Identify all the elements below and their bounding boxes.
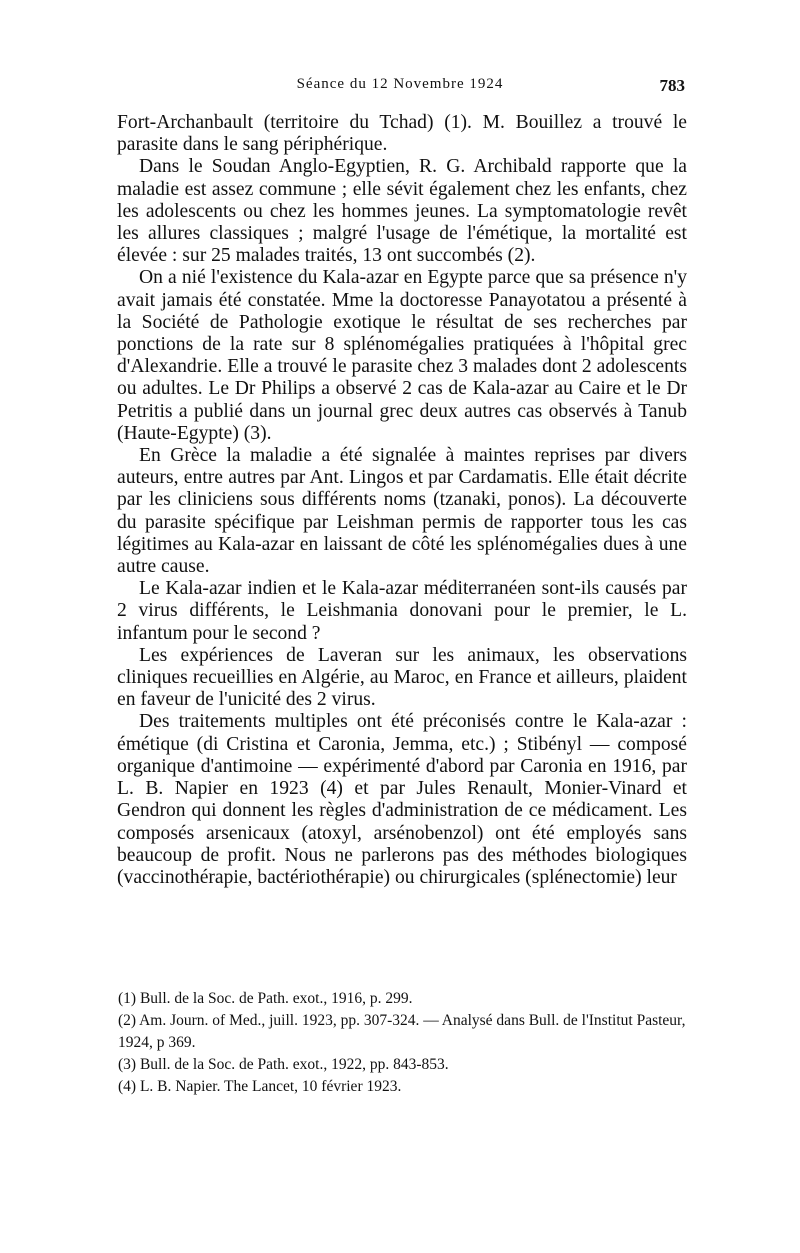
page-number: 783 (659, 76, 685, 95)
paragraph: Dans le Soudan Anglo-Egyptien, R. G. Archibald rapporte que la maladie est assez commune ; elle sévit également chez les enfants, chez les adolescents ou chez les hommes jeunes. La symptomatologie revêt les allures classiques ; malgré l'usage de l'émétique, la mortalité est élevée : sur 25 malades traités, 13 ont succombés (2). (117, 156, 687, 267)
paragraph: En Grèce la maladie a été signalée à maintes reprises par divers auteurs, entre autres par Ant. Lingos et par Cardamatis. Elle était décrite par les cliniciens sous différents noms (tzanaki, ponos). La découverte du parasite spécifique par Leishman permis de rapporter tous les cas légitimes au Kala-azar en laissant de côté les splénomégalies dues à une autre cause. (117, 445, 687, 578)
body-text (117, 112, 687, 889)
paragraph: Le Kala-azar indien et le Kala-azar méditerranéen sont-ils causés par 2 virus différents, le Leishmania donovani pour le premier, le L. infantum pour le second ? (117, 578, 687, 644)
footnote: (3) Bull. de la Soc. de Path. exot., 1922, pp. 843-853. (118, 1056, 449, 1073)
paragraph: Fort-Archanbault (territoire du Tchad) (1). M. Bouillez a trouvé le parasite dans le sang périphérique. (117, 112, 687, 156)
footnote: (1) Bull. de la Soc. de Path. exot., 1916, p. 299. (118, 990, 413, 1007)
paragraph: Les expériences de Laveran sur les animaux, les observations cliniques recueillies en Algérie, au Maroc, en France et ailleurs, plaident en faveur de l'unicité des 2 virus. (117, 644, 687, 711)
running-head: Séance du 12 Novembre 1924 (296, 76, 504, 92)
footnotes (118, 988, 688, 1098)
footnote: (2) Am. Journ. of Med., juill. 1923, pp. 307-324. — Analysé dans Bull. de l'Institut Pasteur, 1924, p 369. (118, 1012, 686, 1051)
paragraph: Des traitements multiples ont été préconisés contre le Kala-azar : émétique (di Cristina et Caronia, Jemma, etc.) ; Stibényl — composé organique d'antimoine — expérimenté d'abord par Caronia en 1916, par L. B. Napier en 1923 (4) et par Jules Renault, Monier-Vinard et Gendron qui donnent les règles d'administration de ce médicament. Les composés arsenicaux (atoxyl, arsénobenzol) ont été employés sans beaucoup de profit. Nous ne parlerons pas des méthodes biologiques (vaccinothérapie, bactériothérapie) ou chirurgicales (splénectomie) leur (117, 711, 687, 888)
page-header (115, 76, 685, 102)
footnote: (4) L. B. Napier. The Lancet, 10 février 1923. (118, 1078, 402, 1095)
paragraph: On a nié l'existence du Kala-azar en Egypte parce que sa présence n'y avait jamais été constatée. Mme la doctoresse Panayotatou a présenté à la Société de Pathologie exotique le résultat de ses recherches par ponctions de la rate sur 8 splénomégalies pratiquées à l'hôpital grec d'Alexandrie. Elle a trouvé le parasite chez 3 malades dont 2 adolescents ou adultes. Le Dr Philips a observé 2 cas de Kala-azar au Caire et le Dr Petritis a publié dans un journal grec deux autres cas observés à Tanub (Haute-Egypte) (3). (117, 267, 687, 444)
